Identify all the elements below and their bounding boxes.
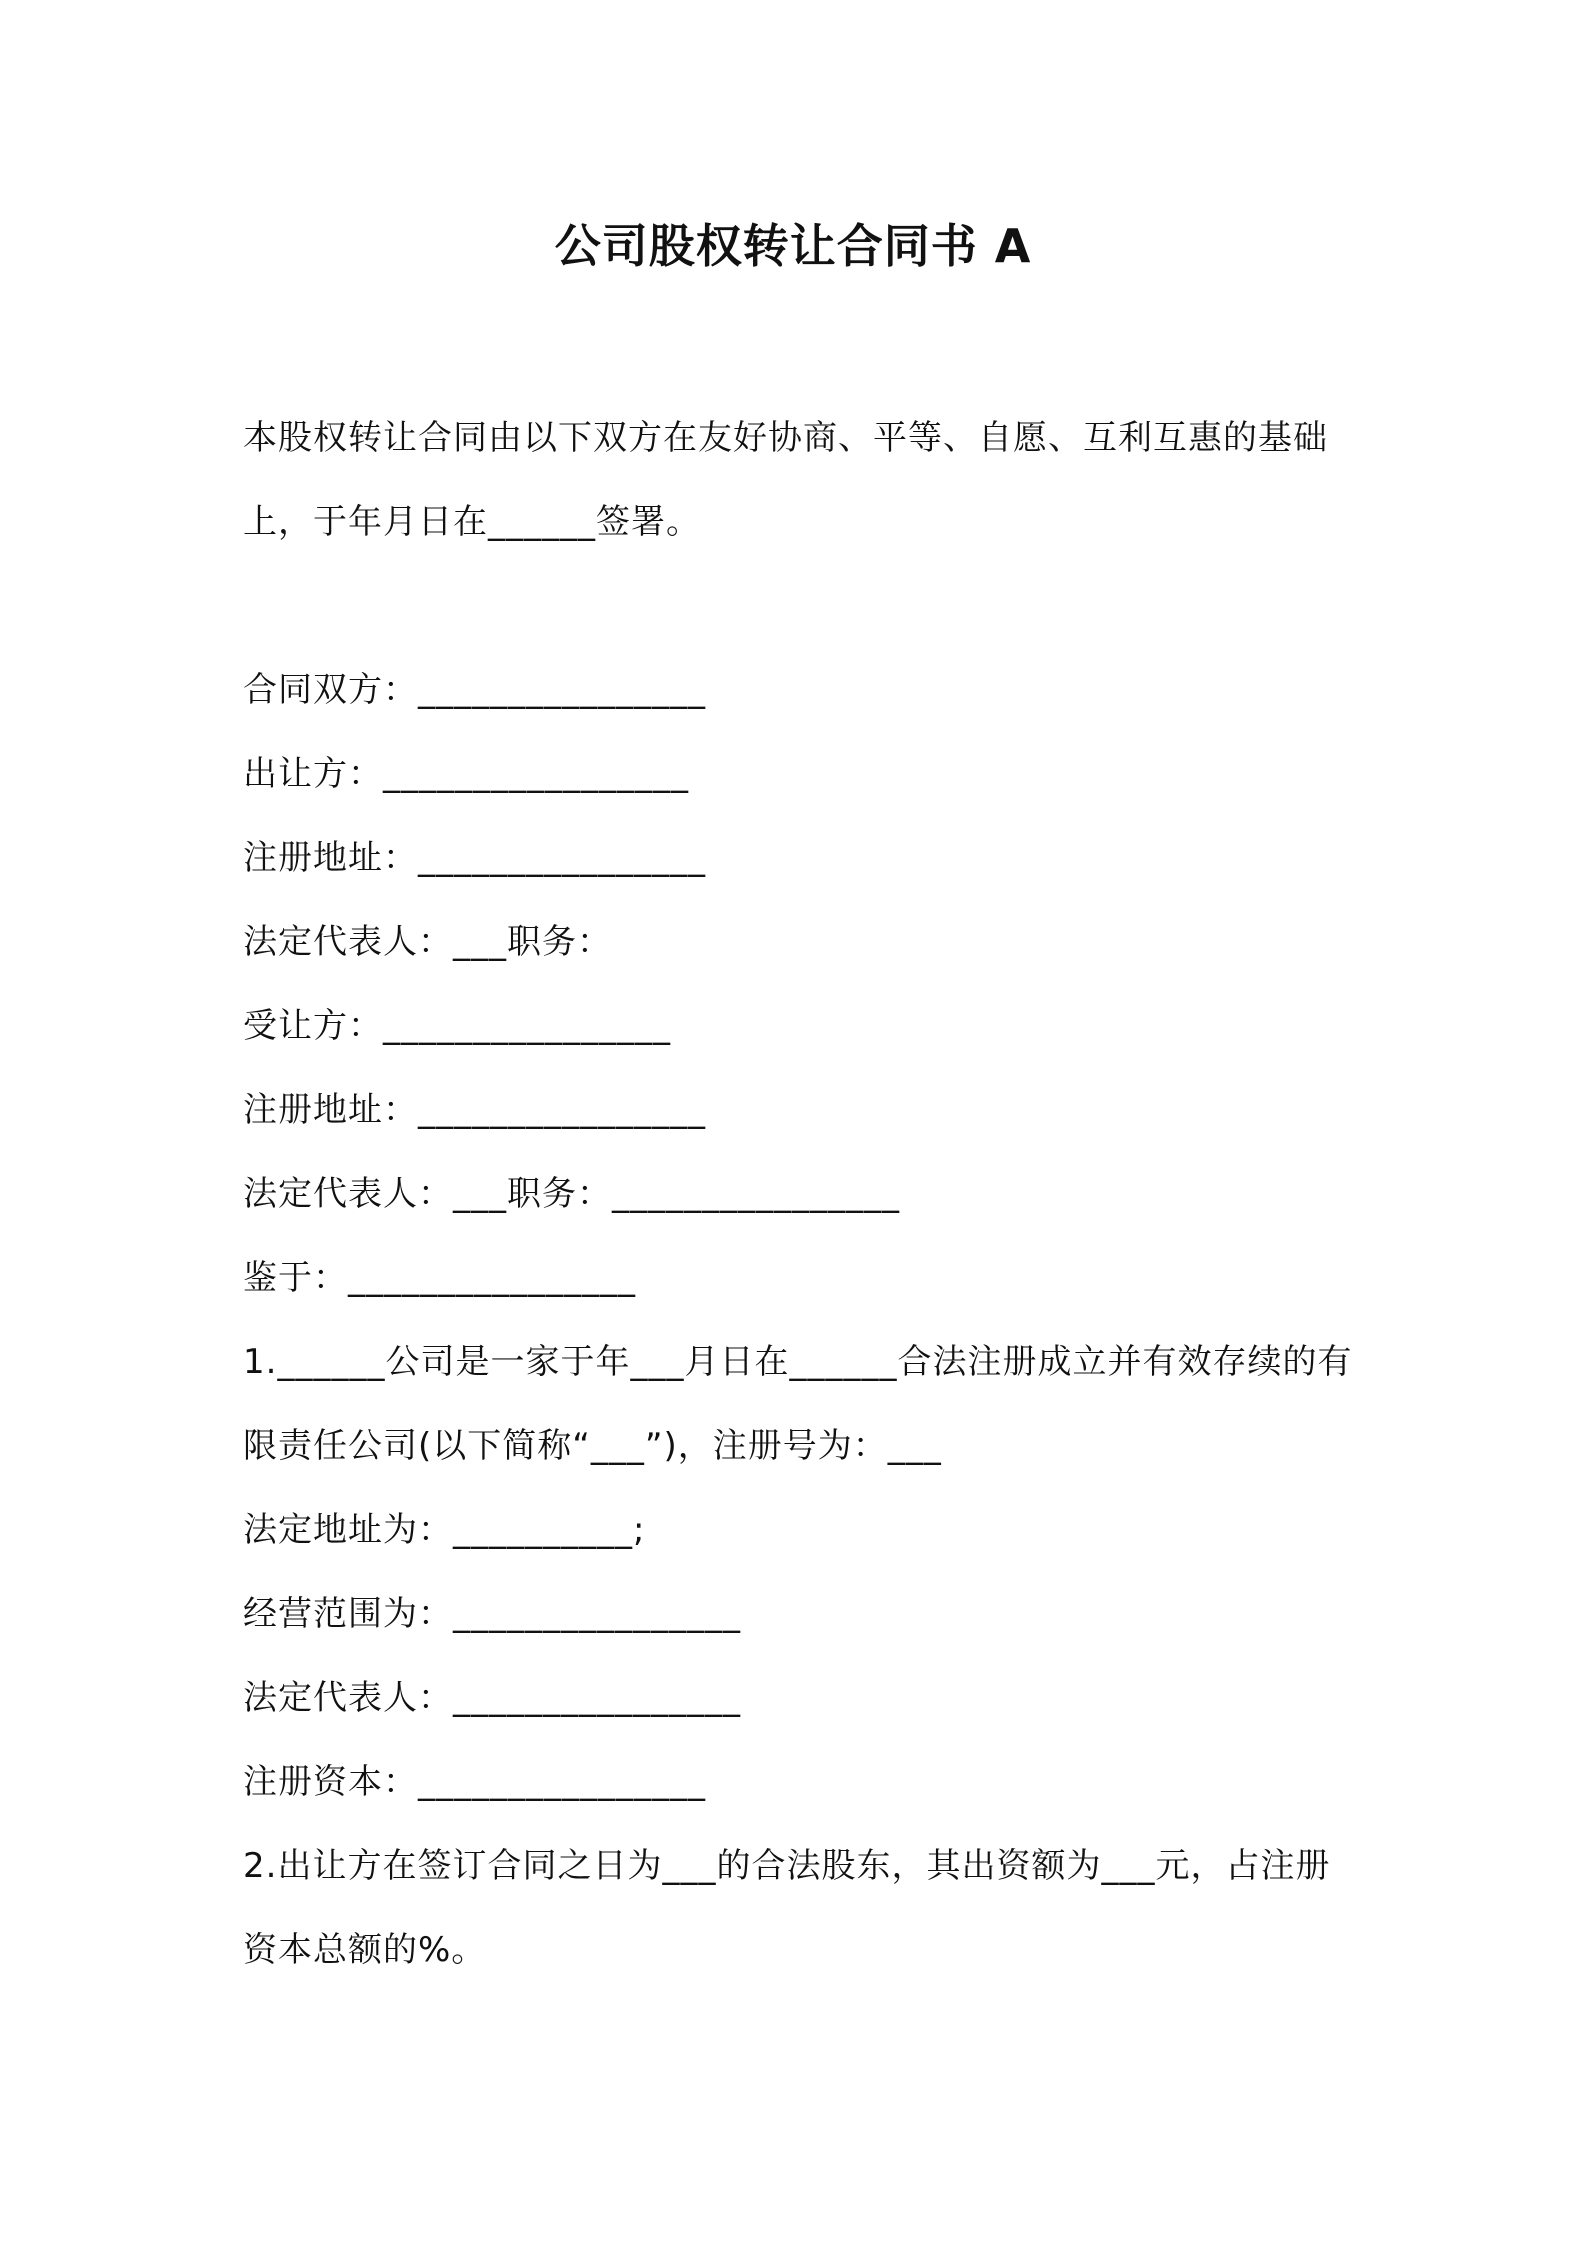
field-parties: 合同双方：________________	[243, 670, 706, 710]
intro-paragraph: 本股权转让合同由以下双方在友好协商、平等、自愿、互利互惠的基础上，于年月日在______签署。	[243, 418, 1328, 542]
field-transferee-representative: 法定代表人：___职务：________________	[243, 1174, 900, 1214]
field-transferee: 受让方：________________	[243, 1006, 671, 1046]
field-legal-address: 法定地址为：__________;	[243, 1510, 646, 1550]
field-registered-capital: 注册资本：________________	[243, 1762, 706, 1802]
contract-fields	[243, 648, 1353, 1992]
field-transferor-representative: 法定代表人：___职务：	[243, 922, 612, 962]
clause-2: 2.出让方在签订合同之日为___的合法股东，其出资额为___元，占注册资本总额的%。	[243, 1846, 1331, 1970]
field-transferor: 出让方：_________________	[243, 754, 689, 794]
field-transferee-address: 注册地址：________________	[243, 1090, 706, 1130]
field-whereas: 鉴于：________________	[243, 1258, 636, 1298]
field-business-scope: 经营范围为：________________	[243, 1594, 741, 1634]
field-transferor-address: 注册地址：________________	[243, 838, 706, 878]
clause-1: 1.______公司是一家于年___月日在______合法注册成立并有效存续的有限责任公司(以下简称“___”)，注册号为：___	[243, 1342, 1353, 1466]
document-title: 公司股权转让合同书 A	[554, 219, 1032, 273]
field-company-representative: 法定代表人：________________	[243, 1678, 741, 1718]
